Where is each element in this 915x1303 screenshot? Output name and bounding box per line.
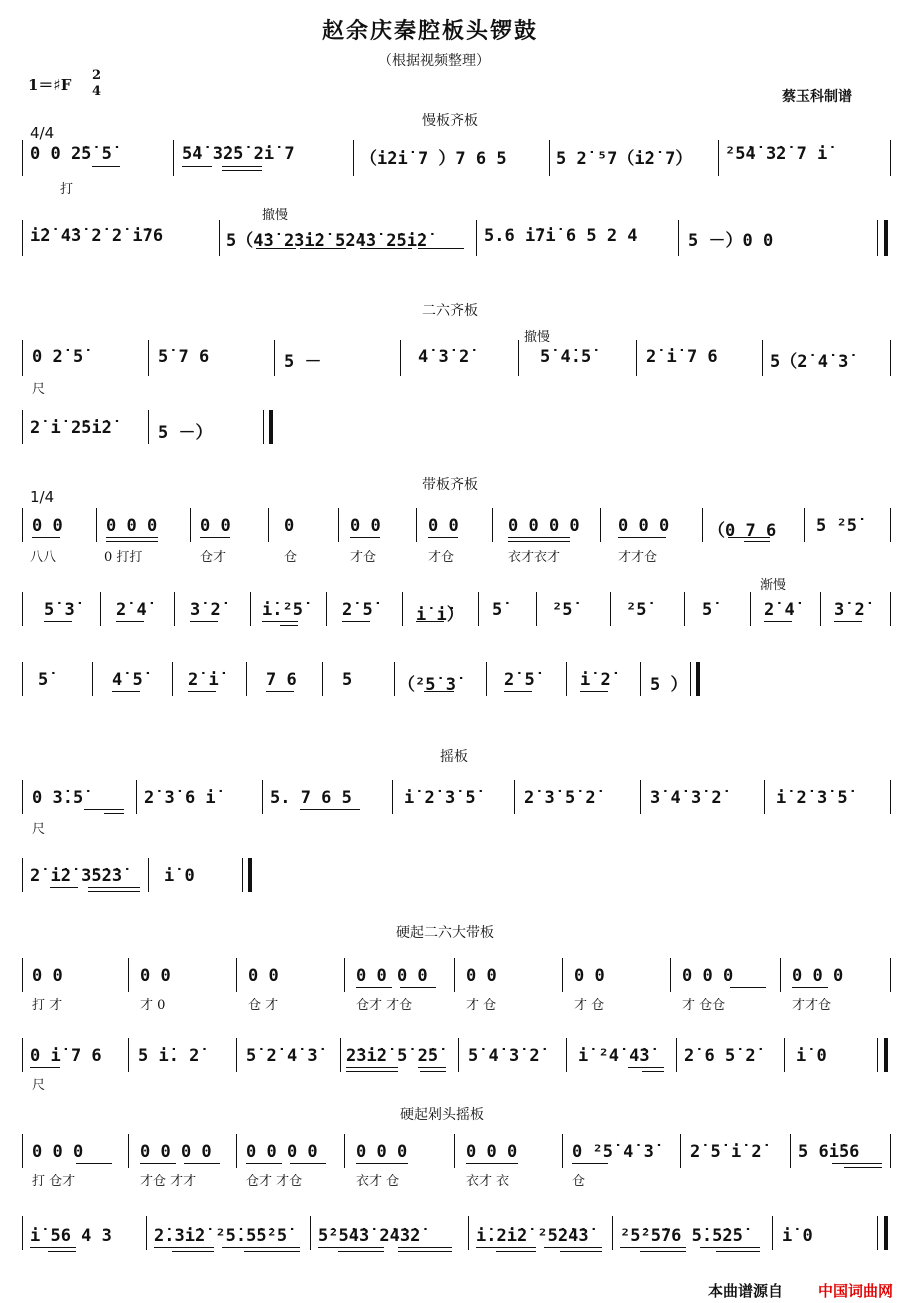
measure: 5.6 i̇7i̇ 6 5 2 4 [484,226,638,246]
measure: 0 2̇ 5̇ [32,347,84,367]
measure: 0 0 0 [356,1142,408,1162]
lyric: 才仓 [428,550,455,565]
measure: 5̇²5̇4̇3̇ 2̇4̇3̇2̇ [318,1226,421,1246]
score-subtitle: （根据视频整理） [378,53,490,69]
measure: 0 0 0 0 [508,516,580,536]
measure: 2̇ 5̇ [504,670,535,690]
measure: 0 0 0 [792,966,844,986]
measure: 0 0 [428,516,459,536]
measure: i̇ i̇） [416,605,464,625]
lyric: 打 [60,182,74,197]
lyric: 八八 [30,550,57,565]
measure: 2̇ 5̇ [342,600,373,620]
measure: ²5̇ [552,600,573,620]
measure: 0 0 0 [618,516,670,536]
section-title-yingqi-erliu: 硬起二六大带板 [396,925,494,941]
measure: ²5̇²5̇76 5̇.5̇2̇5̇ [620,1226,743,1246]
measure: 5̇ 2̇ 4̇ 3̇ [246,1046,318,1066]
lyric: 才仓 才才 [140,1174,197,1189]
measure: 5̇ 3̇ [44,600,75,620]
measure: 5. 7 6 5 [270,788,352,808]
measure: 2̇ i̇ 2̇5̇i̇2̇ [30,418,112,438]
measure: 2̇ 5̇ i̇ 2̇ [690,1142,762,1162]
measure: 4̇ 3̇ 2̇ [418,347,470,367]
key-signature [28,74,71,95]
measure: 5（4̇3̇ 2̇3̇i̇2̇ 5̇2̇4̇3̇ 2̇5̇i̇2̇ [226,231,428,251]
time-change-4-4: 4/4 [30,124,55,142]
measure: i̇ 0 [796,1046,827,1066]
lyric: 仓才 才仓 [246,1174,303,1189]
measure: 5 ²5̇ [816,516,857,536]
measure: i̇.²5̇ [262,600,303,620]
lyric: 尺 [32,382,46,397]
measure: ²5̇ [626,600,647,620]
source-label: 本曲谱源自 [708,1282,784,1300]
measure: （0 7 6 [708,521,777,541]
measure: 2̇ 3̇ 6 i̇ [144,788,216,808]
lyric: 仓 才 [248,998,279,1013]
measure: 2̇ i̇ [188,670,219,690]
measure: i̇ 0 [782,1226,813,1246]
measure: 5 －） [158,423,213,443]
lyric: 衣才衣才 [508,550,561,565]
measure: （²5̇ 3̇ [398,675,456,695]
lyric: 才才仓 [792,998,832,1013]
measure: 2̇ 4̇ [116,600,147,620]
measure: i̇2̇ 4̇3̇ 2̇ 2̇ i̇76 [30,226,164,246]
measure: 0 0 [350,516,381,536]
measure: 5̇ 4̇.5̇ [540,347,592,367]
measure: 0 0 0 0 [140,1142,212,1162]
measure: 5 － [284,352,322,372]
measure: 3̇ 2̇ [190,600,221,620]
lyric: 仓 [284,550,298,565]
measure: 0 0 2̇5̇ 5̇ [30,144,112,164]
measure: （i̇2̇i̇ 7 ）7 6 5 [360,149,507,169]
measure: 0 0 0 [106,516,158,536]
lyric: 0 打打 [104,550,143,565]
measure: 2̇ 4̇ [764,600,795,620]
time-signature [92,68,101,100]
composer: 蔡玉科制谱 [782,89,852,105]
measure: 0 0 0 [682,966,734,986]
tempo-mark: 撤慢 [524,330,551,345]
lyric: 才 仓 [466,998,497,1013]
measure: 3̇ 4̇ 3̇ 2̇ [650,788,722,808]
measure: 0 0 0 0 [356,966,428,986]
lyric: 才 仓仓 [682,998,726,1013]
measure: 5̇ [492,600,503,620]
measure: i̇ 0 [164,866,195,886]
measure: i̇.2̇i̇2̇ ²5̇2̇4̇3̇ [476,1226,589,1246]
measure: 4̇ 5̇ [112,670,143,690]
source-site-link[interactable]: 中国词曲网 [818,1282,894,1300]
key-label: 1＝♯F [28,76,72,94]
tempo-mark: 渐慢 [760,578,787,593]
measure: 5̇ 7 6 [158,347,210,367]
lyric: 才仓 [350,550,377,565]
measure: 2̇3̇i̇2̇ 5̇ 2̇5̇ [346,1046,439,1066]
section-title-erliu: 二六齐板 [422,303,478,319]
score-title: 赵余庆秦腔板头锣鼓 [322,18,539,44]
measure: 5̇ 4̇ 3̇ 2̇ [468,1046,540,1066]
measure: 0 i̇ 7 6 [30,1046,102,1066]
lyric: 仓才 [200,550,227,565]
lyric: 尺 [32,822,46,837]
lyric: 打 才 [32,998,63,1013]
lyric: 打 仓才 [32,1174,76,1189]
measure: 5 2̇ ⁵7（i̇2̇ 7） [556,149,693,169]
measure: ²5̇4̇ 3̇2̇ 7 i̇ [725,144,828,164]
measure: 5̇ [702,600,713,620]
measure: 5 －）0 0 [688,231,774,251]
measure: 2̇ 3̇ 5̇ 2̇ [524,788,596,808]
measure: 5̇ [38,670,49,690]
measure: 5（2̇ 4̇ 3̇ [770,352,849,372]
measure: 2̇ i̇ 7 6 [646,347,718,367]
measure: i̇ 2̇ 3̇ 5̇ [404,788,476,808]
section-title-daiban: 带板齐板 [422,477,478,493]
measure: 5̇4̇ 3̇2̇5̇ 2̇i̇ 7 [182,144,295,164]
measure: 0 0 0 0 [246,1142,318,1162]
measure: 0 0 [140,966,171,986]
measure: 0 0 0 [32,1142,84,1162]
measure: 0 0 [248,966,279,986]
measure: 7 6 [266,670,297,690]
measure: 0 0 [32,966,63,986]
lyric: 才才仓 [618,550,658,565]
measure: 0 0 [200,516,231,536]
measure: 0 0 0 [466,1142,518,1162]
section-title-yaoban: 摇板 [440,749,468,765]
measure: i̇ 56 4 3 [30,1226,112,1246]
lyric: 衣才 衣 [466,1174,510,1189]
time-change-1-4: 1/4 [30,488,55,506]
lyric: 仓 [572,1174,586,1189]
lyric: 衣才 仓 [356,1174,400,1189]
time-denominator: 4 [92,84,102,99]
section-title-manban: 慢板齐板 [422,113,478,129]
measure: 0 [284,516,295,536]
measure: 5 [342,670,353,690]
measure: 0 3̇.5̇ [32,788,84,808]
time-numerator: 2 [92,68,102,83]
measure: 5 i̇. 2̇ [138,1046,200,1066]
lyric: 尺 [32,1078,46,1093]
measure: 3̇ 2̇ [834,600,865,620]
measure: i̇ 2̇ 3̇ 5̇ [776,788,848,808]
lyric: 仓才 才仓 [356,998,413,1013]
measure: 0 ²5̇ 4̇ 3̇ [572,1142,654,1162]
measure: i̇ 2̇ [580,670,611,690]
measure: 2̇ i̇2̇ 3̇5̇2̇3̇ [30,866,123,886]
lyric: 才 仓 [574,998,605,1013]
measure: i̇ ²4̇ 4̇3̇ [578,1046,650,1066]
measure: 5 6i̇56 [798,1142,860,1162]
measure: 0 0 [32,516,63,536]
measure: 5 ） [650,675,688,695]
measure: 0 0 [466,966,497,986]
tempo-mark: 撤慢 [262,208,289,223]
measure: 2̇.3̇i̇2̇ ²5̇.5̇5̇²5̇ [154,1226,288,1246]
lyric: 才 0 [140,998,166,1013]
section-title-yingqi-duotou: 硬起剁头摇板 [400,1107,484,1123]
measure: 2̇ 6 5̇ 2̇ [684,1046,756,1066]
measure: 0 0 [574,966,605,986]
